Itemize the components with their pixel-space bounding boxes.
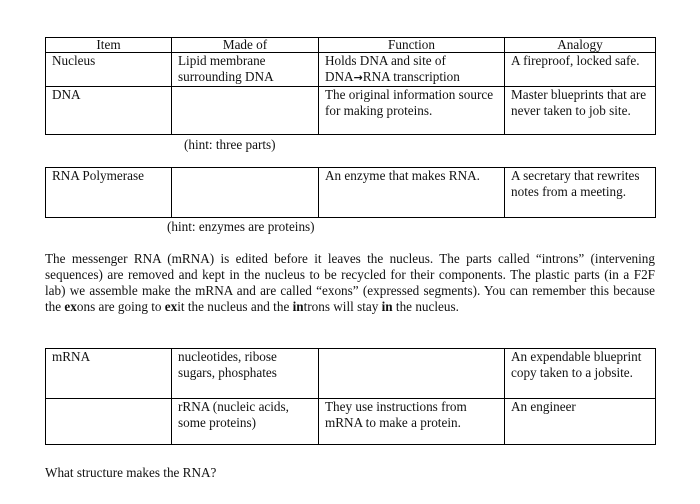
cell-item: RNA Polymerase	[46, 168, 172, 218]
question-text: What structure makes the RNA?	[45, 465, 217, 480]
introns-exons-paragraph	[45, 251, 655, 315]
table-row	[46, 87, 656, 135]
paragraph-text: the nucleus.	[392, 299, 459, 314]
paragraph-text: it the nucleus and the	[177, 299, 293, 314]
organelle-table	[45, 37, 656, 135]
arrow-icon: →	[353, 71, 363, 84]
header-function: Function	[319, 38, 505, 53]
cell-function: They use instructions from mRNA to make a protein.	[319, 399, 505, 445]
cell-item: DNA	[46, 87, 172, 135]
cell-analogy: An engineer	[505, 399, 656, 445]
emphasis-in: in	[292, 299, 304, 314]
paragraph-text: trons will stay	[303, 299, 382, 314]
cell-item-blank[interactable]	[46, 399, 172, 445]
mrna-table	[45, 348, 656, 445]
hint-three-parts: (hint: three parts)	[184, 137, 276, 152]
header-item: Item	[46, 38, 172, 53]
emphasis-ex: ex	[64, 299, 77, 314]
cell-function: An enzyme that makes RNA.	[319, 168, 505, 218]
cell-item: mRNA	[46, 349, 172, 399]
cell-analogy: A secretary that rewrites notes from a meeting.	[505, 168, 656, 218]
cell-item: Nucleus	[46, 53, 172, 87]
cell-analogy: Master blueprints that are never taken to job site.	[505, 87, 656, 135]
rna-polymerase-table	[45, 167, 656, 218]
table-row	[46, 168, 656, 218]
emphasis-ex: ex	[164, 299, 178, 314]
cell-made-of: rRNA (nucleic acids, some proteins)	[172, 399, 319, 445]
table-row	[46, 349, 656, 399]
cell-made-of: nucleotides, ribose sugars, phosphates	[172, 349, 319, 399]
function-text-start: Holds DNA and site of DNA	[325, 53, 446, 84]
emphasis-in: in	[381, 299, 393, 314]
cell-made-of-blank[interactable]	[172, 168, 319, 218]
cell-made-of: Lipid membrane surrounding DNA	[172, 53, 319, 87]
table-header-row	[46, 38, 656, 53]
hint-enzymes: (hint: enzymes are proteins)	[167, 219, 315, 234]
cell-function: The original information source for making proteins.	[319, 87, 505, 135]
paragraph-text: ons are going to	[76, 299, 165, 314]
cell-function-blank[interactable]	[319, 349, 505, 399]
table-row	[46, 53, 656, 87]
cell-analogy: An expendable blueprint copy taken to a jobsite.	[505, 349, 656, 399]
header-made-of: Made of	[172, 38, 319, 53]
function-text-end: RNA transcription	[362, 69, 460, 84]
cell-function	[319, 53, 505, 87]
paragraph-text: The messenger RNA (mRNA) is edited before it leaves the nucleus. The parts called “introns” (intervening sequences) are removed and kept in the nucleus to be recycled for their components. The plastic parts (in a F2F lab) we assemble make the mRNA and are called “exons” (expressed segments). You can remember this because the	[45, 251, 655, 314]
cell-analogy: A fireproof, locked safe.	[505, 53, 656, 87]
header-analogy: Analogy	[505, 38, 656, 53]
cell-made-of-blank[interactable]	[172, 87, 319, 135]
table-row	[46, 399, 656, 445]
